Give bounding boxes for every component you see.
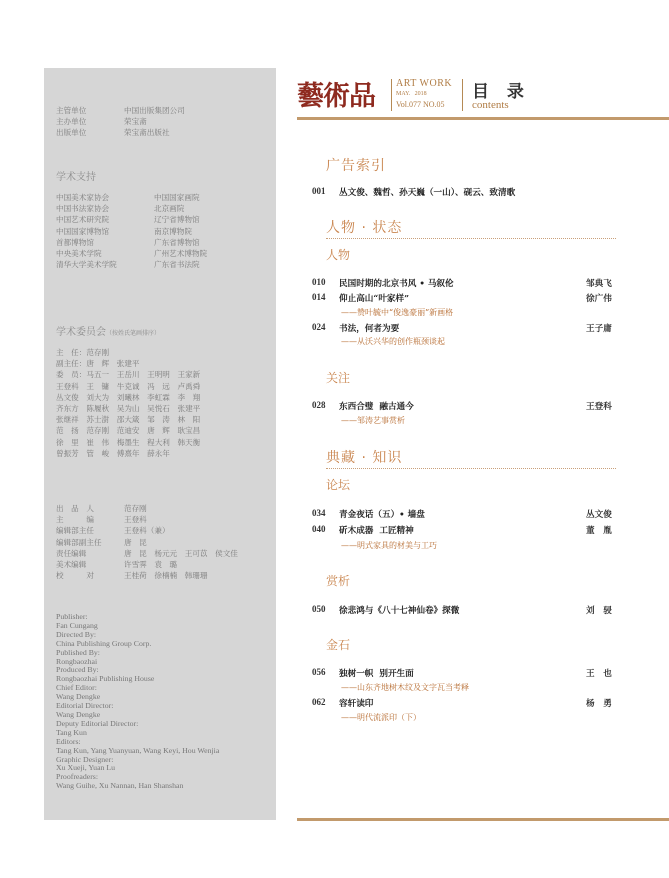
english-line: Publisher:: [56, 612, 88, 621]
dotted-divider: [326, 468, 616, 469]
english-line: Graphic Designer:: [56, 754, 114, 764]
page-number: 056: [312, 667, 326, 677]
staff-value: 王登科（兼）: [124, 526, 170, 536]
staff-value: 王登科: [124, 515, 147, 525]
entry-subtitle: ——明式家具的材美与工巧: [341, 541, 437, 550]
org-value: 荣宝斋出版社: [124, 128, 170, 138]
issue-date: MAY. 2018: [396, 91, 427, 97]
staff-label: 美术编辑: [56, 560, 87, 570]
staff-value: 许雪霁 袁 璐: [124, 560, 178, 570]
entry-author: 丛文俊: [586, 510, 612, 520]
header-rule: [297, 117, 669, 120]
committee-row: 范 扬 范存刚 范迪安 唐 辉 耿宝昌: [56, 426, 201, 436]
contents-title-cn: 目 录: [472, 82, 530, 102]
support-title: 学术支持: [56, 172, 96, 183]
page-number: 024: [312, 322, 326, 332]
committee-row: 齐东方 陈履秋 吴为山 吴悦石 张建平: [56, 404, 201, 414]
entry-author: 董 胤: [586, 526, 612, 536]
english-line: Wang Dengke: [56, 709, 101, 719]
staff-label: 编辑部主任: [56, 526, 94, 536]
english-line: Fan Cungang: [56, 620, 98, 630]
support-block: [56, 192, 207, 270]
entry-author: 王登科: [586, 402, 612, 412]
committee-row: 副主任：唐 辉 张建平: [56, 359, 140, 369]
committee-row: 曾振芳 管 峻 傅熹年 薛永年: [56, 448, 170, 458]
category-title: 关注: [326, 371, 351, 385]
org-label: 出版单位: [56, 128, 87, 138]
committee-row: 王登科 王 镛 牛克诚 冯 远 卢禹舜: [56, 381, 201, 391]
page-number: 050: [312, 604, 326, 614]
english-line: Deputy Editorial Director:: [56, 718, 139, 728]
entry-title[interactable]: 容轩读印: [339, 699, 374, 709]
english-line: Published By:: [56, 647, 100, 657]
staff-label: 主 编: [56, 515, 94, 525]
support-org: 辽宁省博物馆: [154, 215, 200, 225]
support-org: 北京画院: [154, 204, 185, 214]
support-org: 南京博物院: [154, 226, 192, 236]
category-title: 赏析: [326, 574, 351, 588]
support-org: 广东省书法院: [154, 260, 200, 270]
english-line: Wang Guihe, Xu Nannan, Han Shanshan: [56, 781, 184, 791]
support-org: 广州艺术博物院: [154, 249, 208, 259]
entry-subtitle: ——山东齐地树木纹及文字瓦当考释: [341, 683, 469, 692]
staff-value: 范存刚: [124, 504, 147, 513]
staff-label: 责任编辑: [56, 548, 87, 558]
ad-index-title: 广告索引: [326, 158, 386, 174]
org-label: 主管单位: [56, 106, 87, 115]
english-line: Tang Kun, Yang Yuanyuan, Wang Keyi, Hou Wenjia: [56, 745, 220, 755]
entry-title[interactable]: 民国时期的北京书风 • 马叙伦: [339, 279, 454, 289]
english-line: Xu Xueji, Yuan Lu: [56, 763, 116, 773]
committee-heading: [56, 320, 160, 339]
english-line: Rongbaozhai Publishing House: [56, 674, 155, 684]
art-work-label: ART WORK: [396, 78, 453, 89]
staff-value: 王桂荷 徐楠楠 韩珊珊: [124, 571, 208, 581]
support-org: 中国国家画院: [154, 193, 200, 202]
english-line: Produced By:: [56, 665, 99, 675]
org-block: [56, 105, 185, 139]
entry-title[interactable]: 斫木成器 工匠精神: [339, 526, 414, 536]
page-number: 028: [312, 400, 326, 410]
english-line: Chief Editor:: [56, 683, 97, 693]
support-org: 首都博物馆: [56, 237, 94, 247]
support-org: 中国书法家协会: [56, 204, 110, 214]
staff-value: 唐 昆 杨元元 王可苡 侯文佳: [124, 548, 238, 558]
org-label: 主办单位: [56, 117, 87, 127]
entry-author: 徐广伟: [586, 294, 612, 304]
dotted-divider: [326, 238, 616, 239]
entry-title[interactable]: 仰止高山“叶家样”: [339, 294, 410, 304]
english-line: Tang Kun: [56, 727, 87, 737]
staff-block: [56, 503, 238, 581]
entry-subtitle: ——赞叶毓中“俊逸豪丽”新画格: [341, 308, 454, 317]
english-line: Wang Dengke: [56, 692, 101, 702]
entry-subtitle: ——邹涛艺事赏析: [341, 416, 405, 425]
footer-rule: [297, 818, 669, 821]
entry-title[interactable]: 独树一帜 别开生面: [339, 669, 414, 679]
committee-row: 张继祥 苏士澍 邵大箴 邹 涛 林 阳: [56, 415, 201, 425]
committee-row: 徐 里 崔 伟 梅墨生 程大利 韩天衡: [56, 437, 201, 447]
entry-title[interactable]: 青金夜话（五）• 墙盘: [339, 510, 425, 520]
entry-title[interactable]: 东西合璧 融古通今: [339, 402, 414, 412]
support-org: 中国国家博物馆: [56, 226, 110, 236]
entry-author: 邹典飞: [586, 279, 612, 289]
volume-number: Vol.077 NO.05: [396, 100, 445, 109]
entry-title[interactable]: 书法，何者为要: [339, 324, 400, 334]
org-value: 荣宝斋: [124, 117, 147, 127]
colophon-panel: [44, 68, 276, 820]
entry-subtitle: ——明代流派印（下）: [341, 713, 421, 722]
page-number: 062: [312, 697, 326, 707]
english-line: Rongbaozhai: [56, 656, 98, 666]
page-number: 014: [312, 292, 326, 302]
committee-row: 委 员：马五一 王岳川 王明明 王家新: [56, 370, 201, 380]
committee-row: 主 任：范存刚: [56, 348, 110, 357]
page-number: 010: [312, 277, 326, 287]
entry-author: 杨 勇: [586, 699, 612, 709]
category-title: 论坛: [326, 478, 351, 492]
section-title: 典藏 · 知识: [326, 450, 403, 466]
staff-label: 出 品 人: [56, 504, 94, 513]
support-org: 中国美术家协会: [56, 193, 110, 202]
support-org: 清华大学美术学院: [56, 260, 117, 270]
committee-title: 学术委员会: [56, 327, 106, 338]
org-value: 中国出版集团公司: [124, 106, 185, 115]
header-divider: [462, 79, 463, 111]
entry-author: 刘 骎: [586, 606, 612, 616]
english-credits: [56, 613, 219, 791]
support-org: 广东省博物馆: [154, 237, 200, 247]
support-org: 中国艺术研究院: [56, 215, 110, 225]
page-number: 034: [312, 508, 326, 518]
page-number: 001: [312, 186, 326, 196]
category-title: 人物: [326, 248, 351, 262]
contents-title-en: contents: [472, 99, 509, 111]
staff-label: 校 对: [56, 571, 94, 581]
page-number: 040: [312, 524, 326, 534]
support-org: 中央美术学院: [56, 249, 102, 259]
committee-note: （按姓氏笔画排序）: [106, 330, 161, 337]
category-title: 金石: [326, 638, 351, 652]
english-line: Proofreaders:: [56, 772, 98, 782]
header-divider: [391, 79, 392, 111]
entry-author: 王子庸: [586, 324, 612, 334]
magazine-logo: 藝術品: [297, 81, 375, 112]
staff-label: 编辑部副主任: [56, 537, 102, 547]
committee-block: [56, 347, 200, 459]
english-line: Editors:: [56, 736, 81, 746]
entry-subtitle: ——从沃兴华的创作瓶颈谈起: [341, 337, 445, 346]
english-line: Editorial Director:: [56, 701, 114, 711]
staff-value: 唐 昆: [124, 537, 147, 547]
committee-row: 丛文俊 刘大为 刘曦林 李虹霖 李 翔: [56, 392, 201, 402]
entry-author: 王 也: [586, 669, 612, 679]
english-line: Directed By:: [56, 629, 97, 639]
english-line: China Publishing Group Corp.: [56, 638, 152, 648]
entry-title[interactable]: 徐悲鸿与《八十七神仙卷》探微: [339, 606, 460, 616]
section-title: 人物 · 状态: [326, 220, 403, 236]
entry-title[interactable]: 丛文俊、魏哲、孙天巍（一山）、砚云、致清歌: [339, 188, 516, 198]
